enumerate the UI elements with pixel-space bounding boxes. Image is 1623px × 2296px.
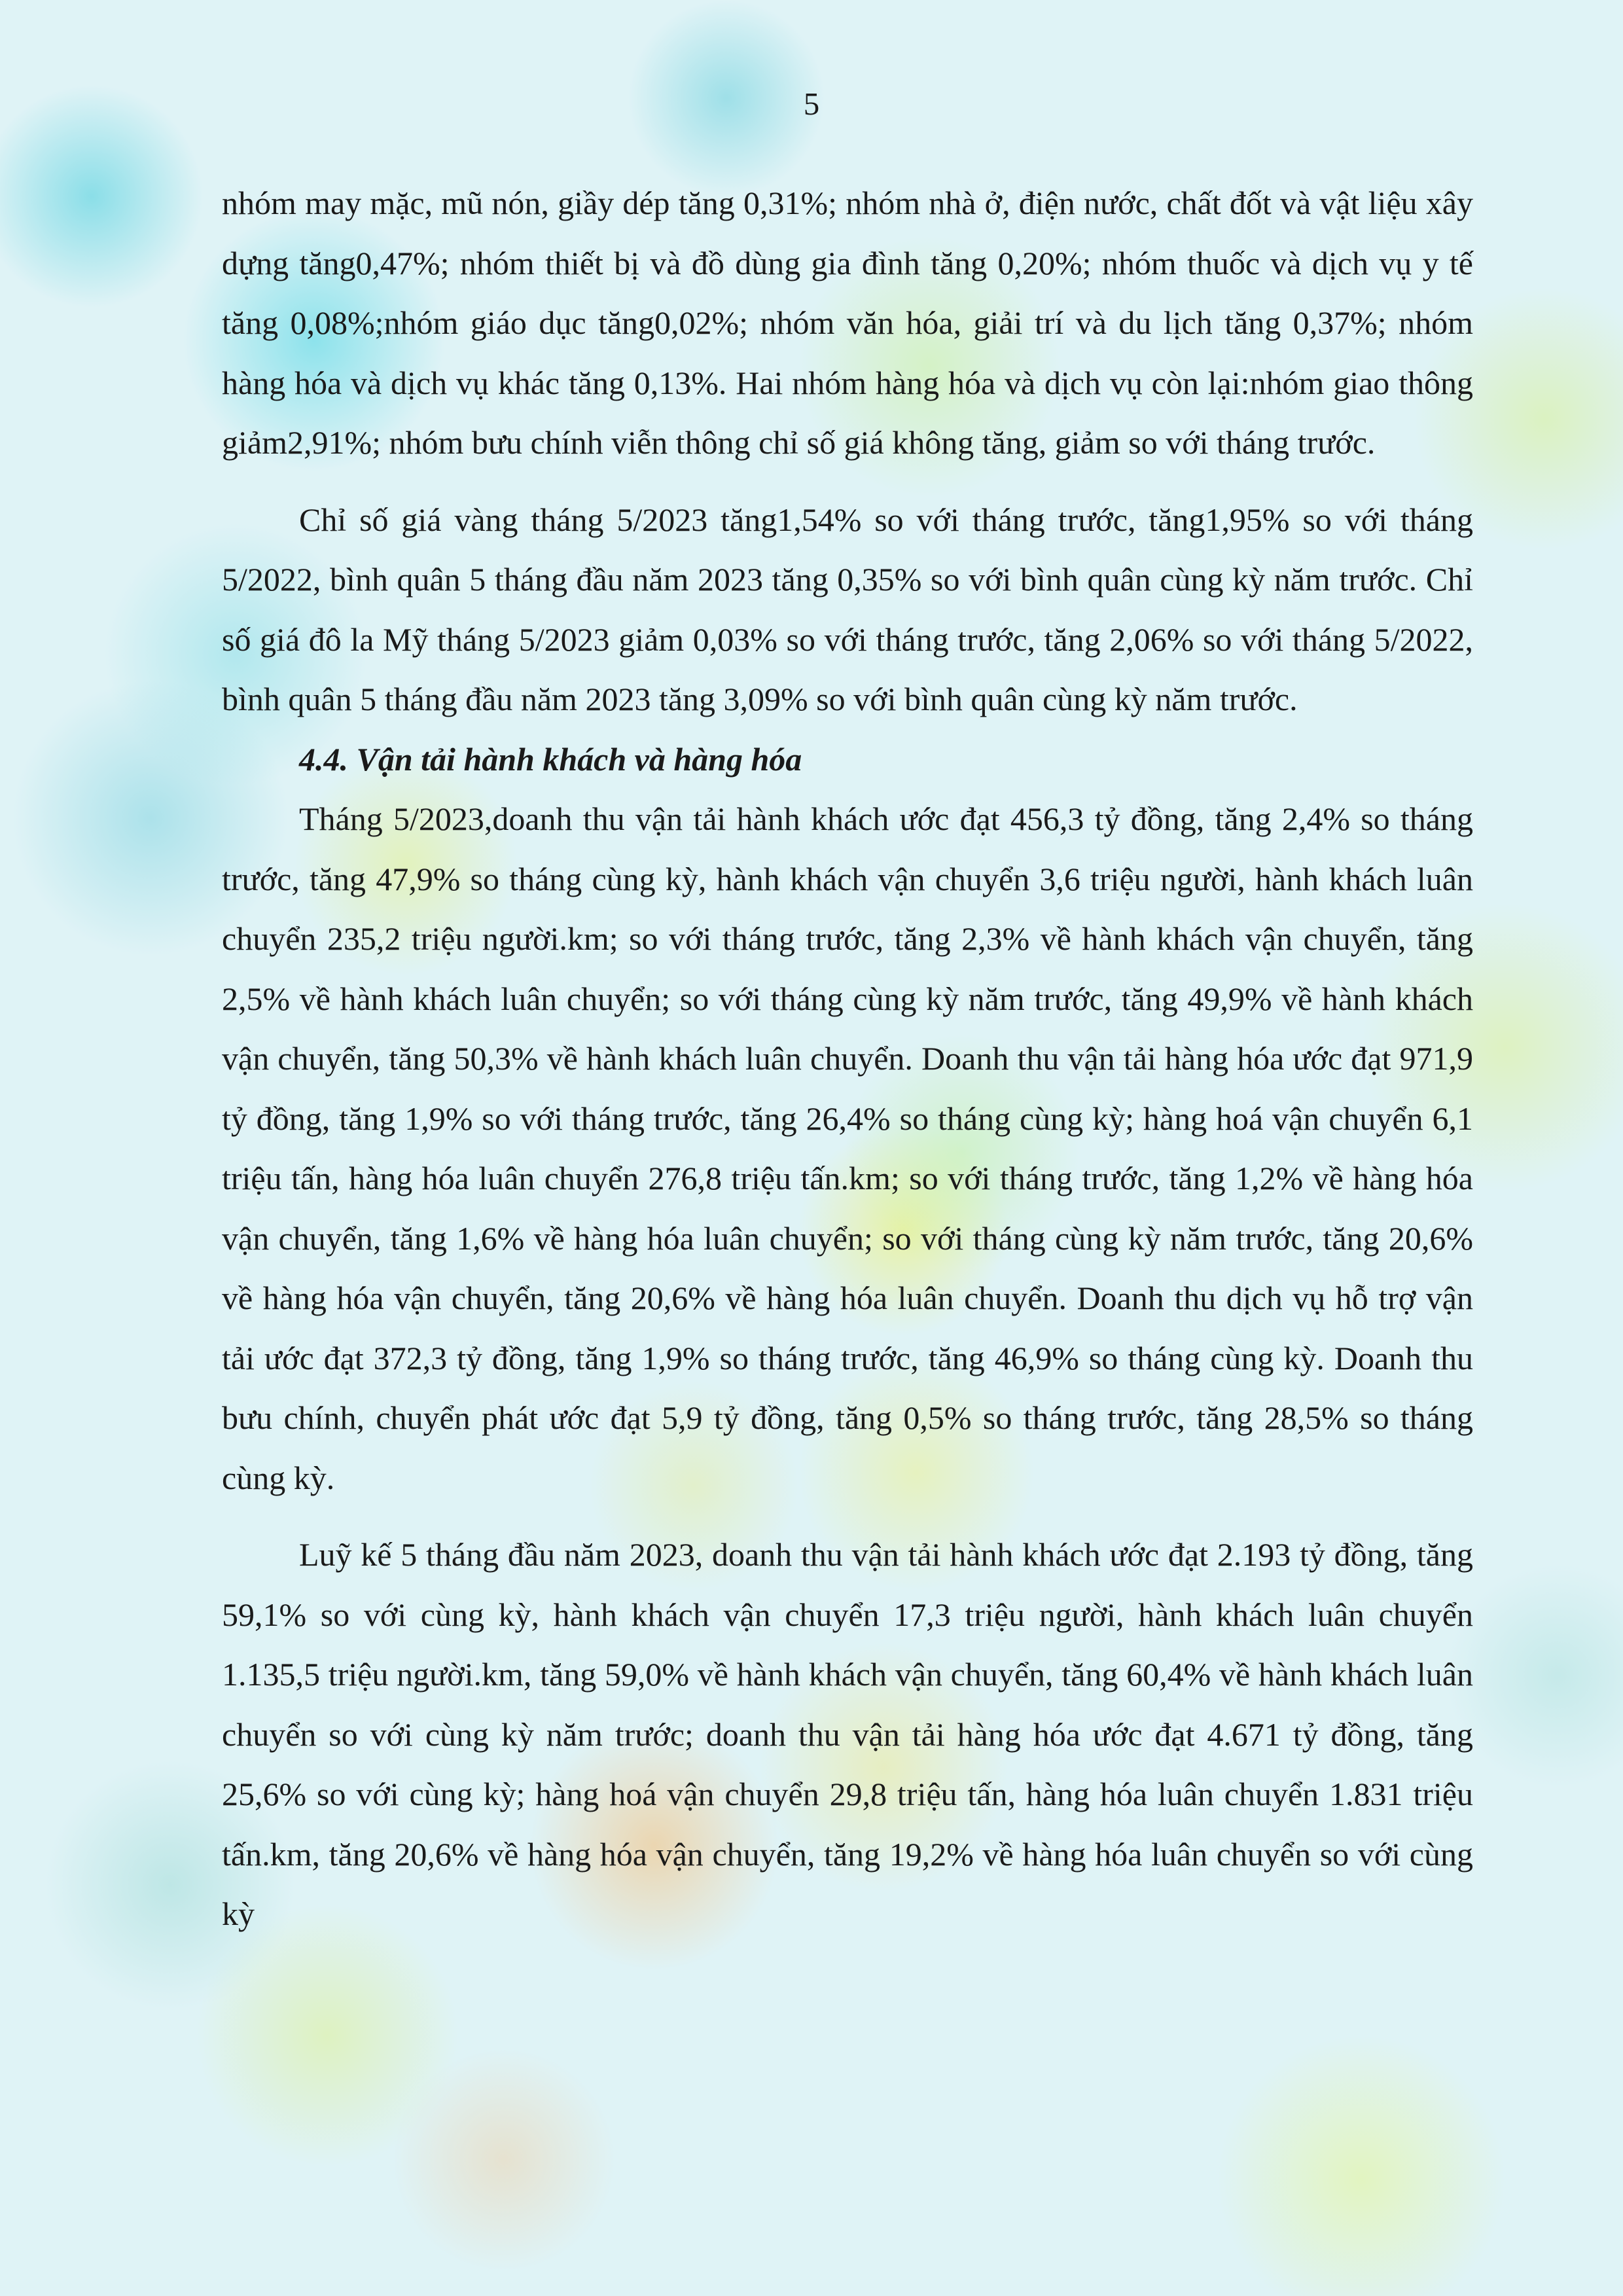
body-text xyxy=(222,173,1473,1945)
section-heading-transport: 4.4. Vận tải hành khách và hàng hóa xyxy=(299,740,802,778)
paragraph-gold-dollar-index: Chỉ số giá vàng tháng 5/2023 tăng1,54% so với tháng trước, tăng1,95% so với tháng 5/2022, bình quân 5 tháng đầu năm 2023 tăng 0,35% so với bình quân cùng kỳ năm trước. Chỉ số giá đô la Mỹ tháng 5/2023 giảm 0,03% so với tháng trước, tăng 2,06% so với tháng 5/2022, bình quân 5 tháng đầu năm 2023 tăng 3,09% so với bình quân cùng kỳ năm trước. xyxy=(222,501,1473,717)
paragraph-transport-may: Tháng 5/2023,doanh thu vận tải hành khách ước đạt 456,3 tỷ đồng, tăng 2,4% so tháng trước, tăng 47,9% so tháng cùng kỳ, hành khách vận chuyển 3,6 triệu người, hành khách luân chuyển 235,2 triệu người.km; so với tháng trước, tăng 2,3% về hành khách vận chuyển, tăng 2,5% về hành khách luân chuyển; so với tháng cùng kỳ năm trước, tăng 49,9% về hành khách vận chuyển, tăng 50,3% về hành khách luân chuyển. Doanh thu vận tải hàng hóa ước đạt 971,9 tỷ đồng, tăng 1,9% so với tháng trước, tăng 26,4% so tháng cùng kỳ; hàng hoá vận chuyển 6,1 triệu tấn, hàng hóa luân chuyển 276,8 triệu tấn.km; so với tháng trước, tăng 1,2% về hàng hóa vận chuyển, tăng 1,6% về hàng hóa luân chuyển; so với tháng cùng kỳ năm trước, tăng 20,6% về hàng hóa vận chuyển, tăng 20,6% về hàng hóa luân chuyển. Doanh thu dịch vụ hỗ trợ vận tải ước đạt 372,3 tỷ đồng, tăng 1,9% so tháng trước, tăng 46,9% so tháng cùng kỳ. Doanh thu bưu chính, chuyển phát ước đạt 5,9 tỷ đồng, tăng 0,5% so tháng trước, tăng 28,5% so tháng cùng kỳ. xyxy=(222,800,1473,1496)
page-number: 5 xyxy=(803,86,820,122)
paragraph-price-groups: nhóm may mặc, mũ nón, giầy dép tăng 0,31%; nhóm nhà ở, điện nước, chất đốt và vật liệu xây dựng tăng0,47%; nhóm thiết bị và đồ dùng gia đình tăng 0,20%; nhóm thuốc và dịch vụ y tế tăng 0,08%;nhóm giáo dục tăng0,02%; nhóm văn hóa, giải trí và du lịch tăng 0,37%; nhóm hàng hóa và dịch vụ khác tăng 0,13%. Hai nhóm hàng hóa và dịch vụ còn lại:nhóm giao thông giảm2,91%; nhóm bưu chính viễn thông chỉ số giá không tăng, giảm so với tháng trước. xyxy=(222,185,1473,461)
paragraph-transport-cumulative: Luỹ kế 5 tháng đầu năm 2023, doanh thu vận tải hành khách ước đạt 2.193 tỷ đồng, tăng 59,1% so với cùng kỳ, hành khách vận chuyển 17,3 triệu người, hành khách luân chuyển 1.135,5 triệu người.km, tăng 59,0% về hành khách vận chuyển, tăng 60,4% về hành khách luân chuyển so với cùng kỳ năm trước; doanh thu vận tải hàng hóa ước đạt 4.671 tỷ đồng, tăng 25,6% so với cùng kỳ; hàng hoá vận chuyển 29,8 triệu tấn, hàng hóa luân chuyển 1.831 triệu tấn.km, tăng 20,6% về hàng hóa vận chuyển, tăng 19,2% về hàng hóa luân chuyển so với cùng kỳ xyxy=(222,1536,1473,1932)
